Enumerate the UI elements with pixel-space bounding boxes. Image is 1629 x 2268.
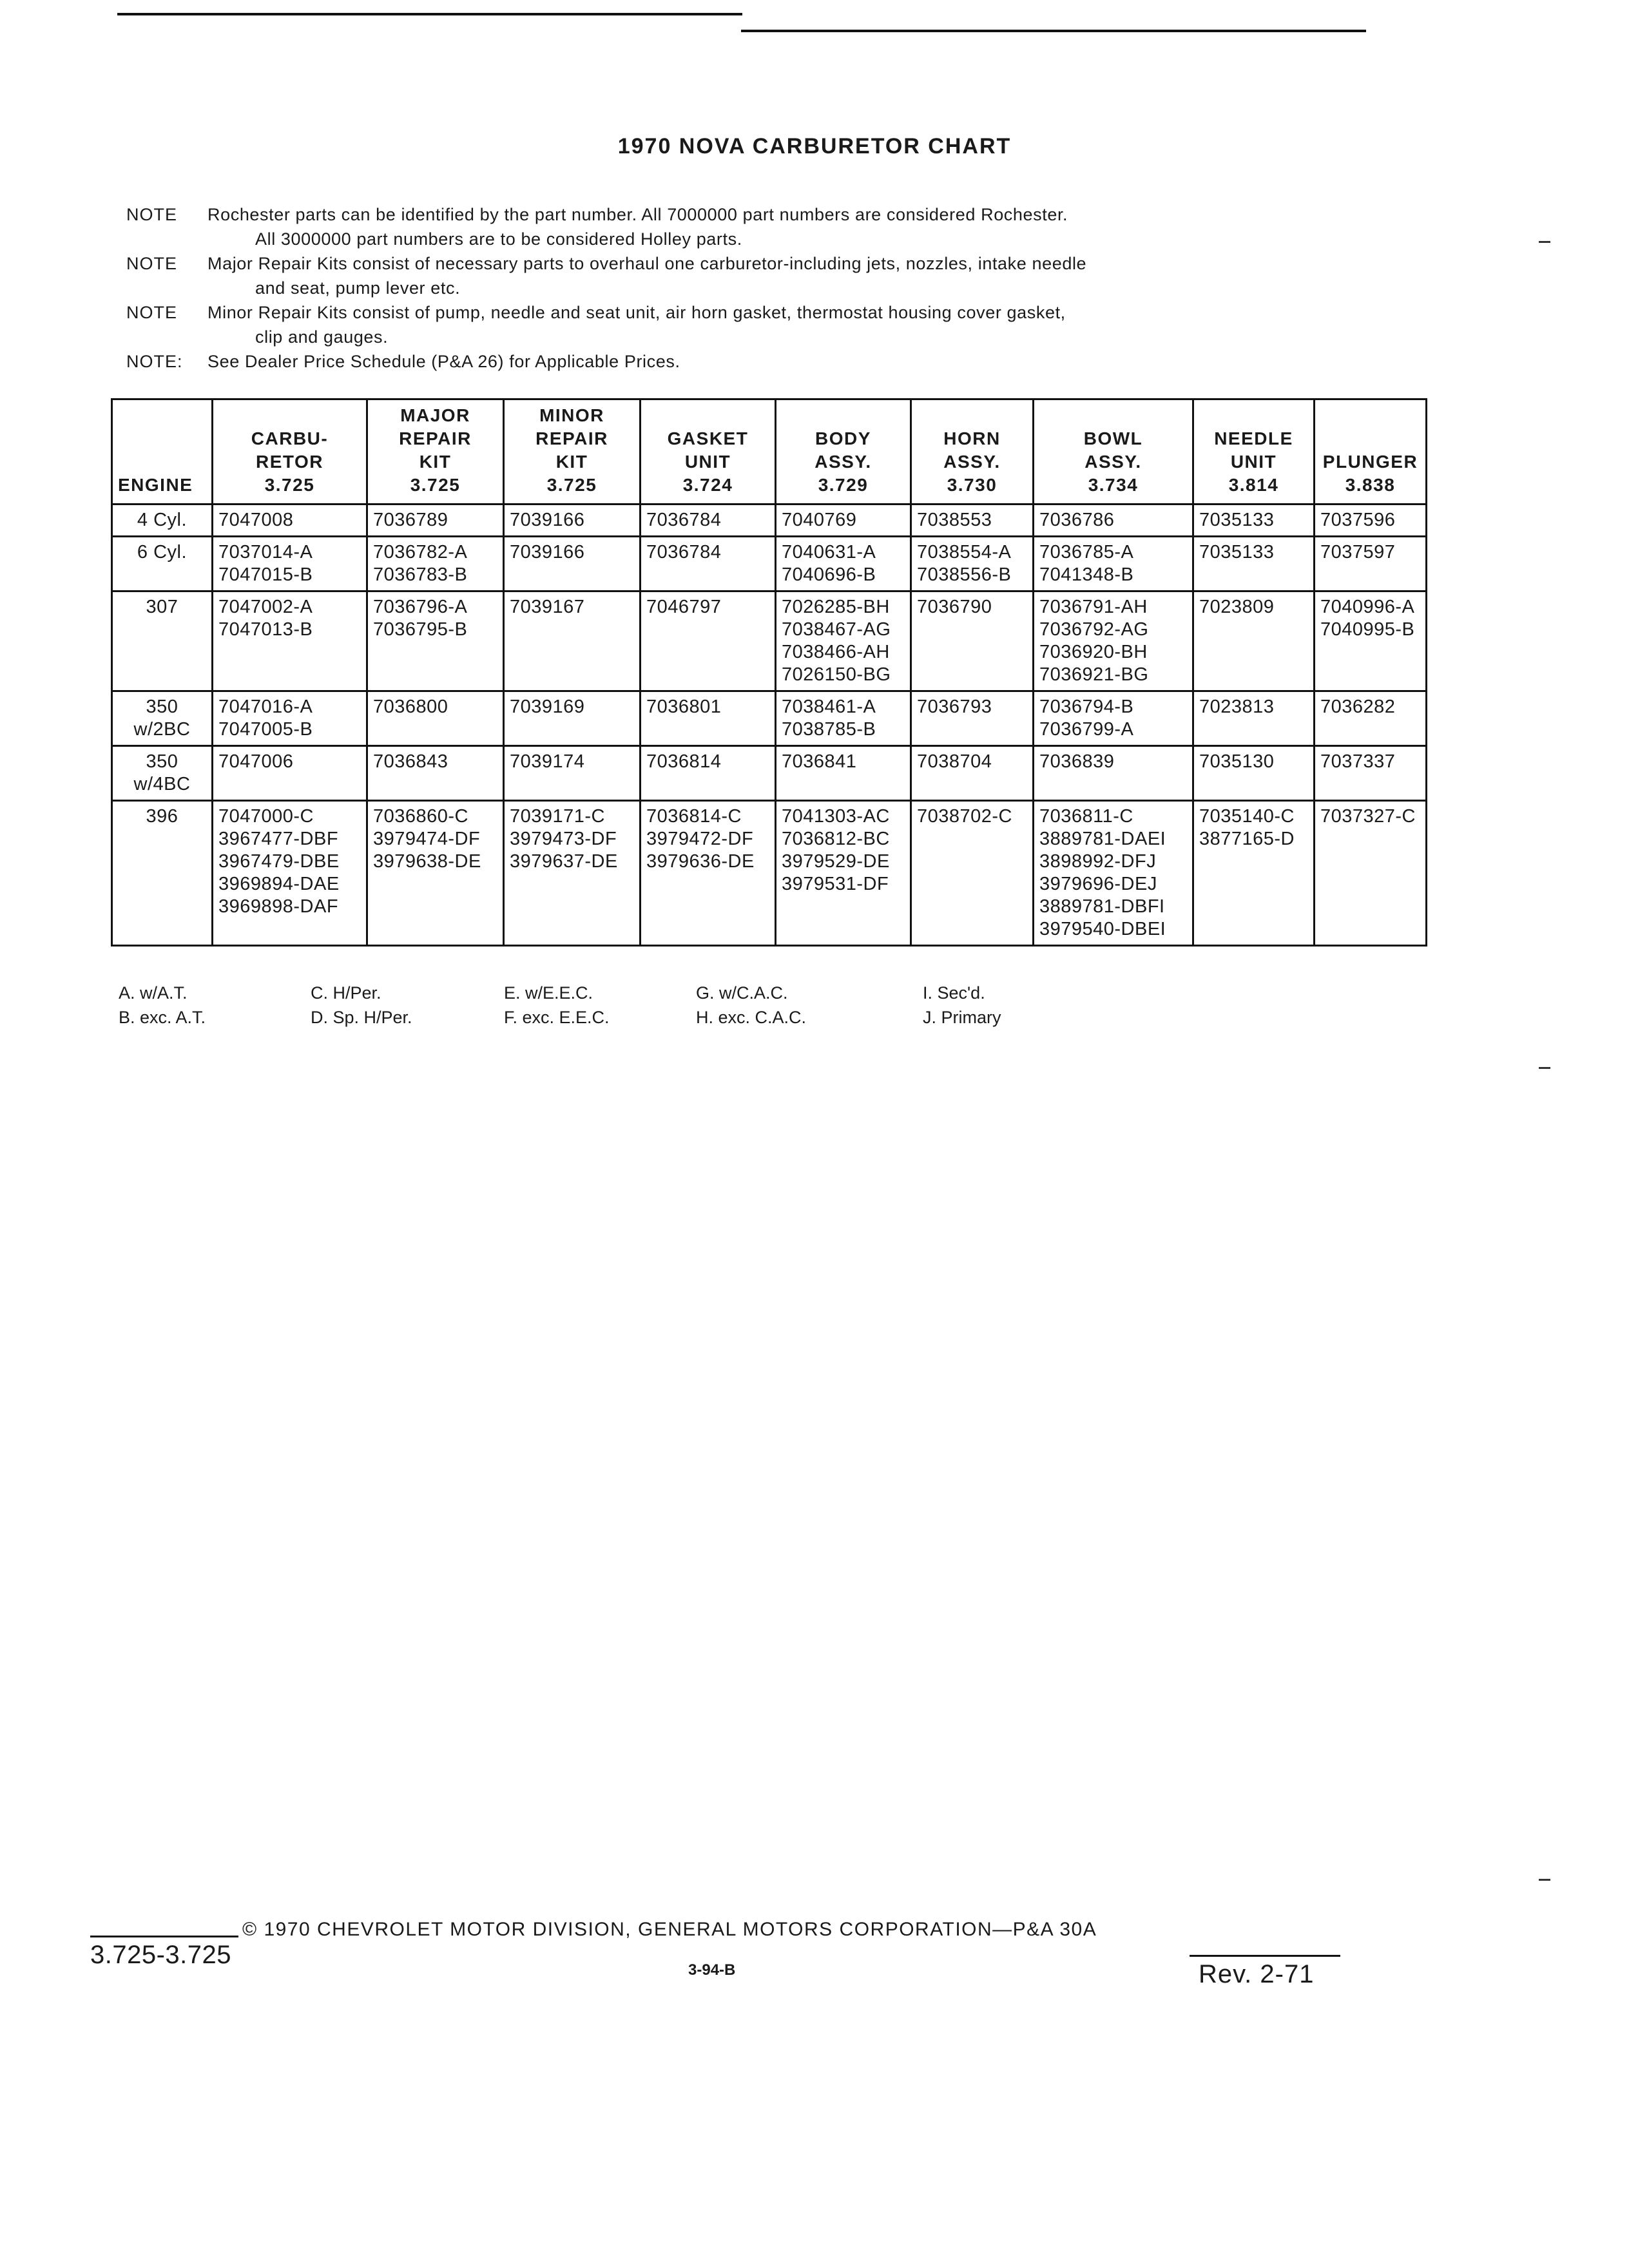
part-number-cell xyxy=(641,746,776,801)
part-number-cell xyxy=(1193,691,1315,746)
part-number-cell xyxy=(776,505,911,537)
part-number: 7037014-A xyxy=(218,542,313,562)
column-header-line: MINOR xyxy=(539,405,604,425)
part-number: 7036921-BG xyxy=(1039,664,1149,685)
part-number: 7036786 xyxy=(1039,510,1115,530)
part-number: 7036814 xyxy=(646,751,722,772)
engine-cell xyxy=(112,691,213,746)
column-header-line: 3.730 xyxy=(947,475,998,495)
part-number: 7040631-A xyxy=(782,542,876,562)
engine-cell xyxy=(112,505,213,537)
part-number: 7039169 xyxy=(510,697,585,717)
part-number: 3979637-DE xyxy=(510,851,618,872)
table-row xyxy=(112,801,1427,946)
part-number: 7041303-AC xyxy=(782,806,890,827)
part-number: 3967479-DBE xyxy=(218,851,340,872)
part-number-cell xyxy=(1034,746,1193,801)
note-text-continued: clip and gauges. xyxy=(255,327,389,347)
part-number: 7035130 xyxy=(1199,751,1275,772)
part-number-cell xyxy=(911,505,1034,537)
part-number-cell xyxy=(1193,746,1315,801)
part-number-cell xyxy=(504,537,641,591)
part-number-cell xyxy=(1034,591,1193,691)
part-number: 7037327-C xyxy=(1320,806,1416,827)
column-header-line: 3.725 xyxy=(546,475,597,495)
column-header-line: BODY xyxy=(815,428,871,448)
column-header xyxy=(213,399,367,505)
part-number-cell xyxy=(641,691,776,746)
part-number-cell xyxy=(911,537,1034,591)
part-number-cell xyxy=(1315,591,1427,691)
part-number-cell xyxy=(1034,691,1193,746)
part-number: 7038461-A xyxy=(782,697,876,717)
part-number: 3979473-DF xyxy=(510,829,617,849)
part-number: 7040696-B xyxy=(782,564,876,585)
part-number-cell xyxy=(504,691,641,746)
column-header-line: ASSY. xyxy=(943,452,1001,472)
part-number-cell xyxy=(776,691,911,746)
part-number-cell xyxy=(1315,691,1427,746)
part-number-cell xyxy=(504,591,641,691)
part-number: 7040996-A xyxy=(1320,597,1415,617)
part-number: 7023813 xyxy=(1199,697,1275,717)
part-number: 7039167 xyxy=(510,597,585,617)
part-number-cell xyxy=(504,746,641,801)
column-header xyxy=(367,399,504,505)
part-number-cell xyxy=(641,591,776,691)
part-number-cell xyxy=(1193,591,1315,691)
footer-revision: Rev. 2-71 xyxy=(1199,1960,1315,1988)
part-number: 3979474-DF xyxy=(373,829,481,849)
column-header-line: KIT xyxy=(419,452,452,472)
part-number-cell xyxy=(1315,801,1427,946)
part-number-cell xyxy=(504,505,641,537)
legend-item: F. exc. E.E.C. xyxy=(504,1008,610,1027)
part-number: 7038702-C xyxy=(917,806,1012,827)
note-label: NOTE: xyxy=(126,352,183,371)
part-number-cell xyxy=(367,505,504,537)
part-number-cell xyxy=(367,591,504,691)
part-number: 350 xyxy=(146,697,178,717)
column-header-line: UNIT xyxy=(1230,452,1277,472)
part-number: 7037597 xyxy=(1320,542,1396,562)
legend-item: C. H/Per. xyxy=(311,983,381,1003)
part-number: 7039166 xyxy=(510,542,585,562)
part-number-cell xyxy=(1315,746,1427,801)
part-number-cell xyxy=(1193,537,1315,591)
part-number: 3967477-DBF xyxy=(218,829,339,849)
engine-cell xyxy=(112,746,213,801)
part-number-cell xyxy=(213,591,367,691)
part-number: 7040769 xyxy=(782,510,857,530)
part-number: 350 xyxy=(146,751,178,772)
part-number: 307 xyxy=(146,597,178,617)
column-header xyxy=(112,399,213,505)
part-number: 7036811-C xyxy=(1039,806,1133,827)
legend-row xyxy=(119,981,1085,1005)
part-number-cell xyxy=(1315,537,1427,591)
part-number: 7036794-B xyxy=(1039,697,1134,717)
part-number: 3969894-DAE xyxy=(218,874,340,894)
column-header-line: ASSY. xyxy=(815,452,872,472)
footer-rule-left xyxy=(90,1936,238,1937)
note-label: NOTE xyxy=(126,303,178,322)
part-number-cell xyxy=(911,691,1034,746)
legend-item: B. exc. A.T. xyxy=(119,1008,206,1027)
part-number-cell xyxy=(776,746,911,801)
part-number: 7036799-A xyxy=(1039,719,1134,740)
part-number: 7035133 xyxy=(1199,510,1275,530)
part-number: 7037337 xyxy=(1320,751,1396,772)
part-number: 7038554-A xyxy=(917,542,1012,562)
part-number-cell xyxy=(367,691,504,746)
part-number: 7036801 xyxy=(646,697,722,717)
part-number: 7036920-BH xyxy=(1039,642,1148,662)
table-row xyxy=(112,505,1427,537)
part-number: 7047005-B xyxy=(218,719,313,740)
part-number-cell xyxy=(1315,505,1427,537)
part-number-cell xyxy=(641,801,776,946)
column-header xyxy=(776,399,911,505)
legend xyxy=(119,981,1085,1030)
part-number: 7036795-B xyxy=(373,619,468,640)
part-number: 7036789 xyxy=(373,510,448,530)
margin-mark xyxy=(1539,241,1550,243)
part-number: 7023809 xyxy=(1199,597,1275,617)
table-row xyxy=(112,537,1427,591)
part-number: 7047013-B xyxy=(218,619,313,640)
part-number: 7038466-AH xyxy=(782,642,890,662)
part-number-cell xyxy=(776,537,911,591)
part-number-cell xyxy=(641,505,776,537)
part-number-cell xyxy=(641,537,776,591)
part-number-cell xyxy=(776,801,911,946)
note-item xyxy=(126,300,1306,325)
note-text: Rochester parts can be identified by the part number. All 7000000 part numbers are considered Rochester. xyxy=(207,205,1068,224)
legend-item: J. Primary xyxy=(923,1008,1001,1027)
part-number: 7036792-AG xyxy=(1039,619,1149,640)
part-number-cell xyxy=(911,746,1034,801)
engine-cell xyxy=(112,537,213,591)
part-number: 7041348-B xyxy=(1039,564,1134,585)
part-number: 3979531-DF xyxy=(782,874,889,894)
engine-cell xyxy=(112,801,213,946)
margin-mark xyxy=(1539,1067,1550,1069)
part-number: 7039171-C xyxy=(510,806,605,827)
column-header-line: 3.814 xyxy=(1228,475,1279,495)
column-header-line: REPAIR xyxy=(399,428,472,448)
note-label: NOTE xyxy=(126,205,178,224)
part-number: 7036791-AH xyxy=(1039,597,1148,617)
note-label: NOTE xyxy=(126,254,178,273)
part-number-cell xyxy=(911,801,1034,946)
part-number: 3877165-D xyxy=(1199,829,1295,849)
part-number: w/4BC xyxy=(133,774,191,794)
part-number: 7038556-B xyxy=(917,564,1012,585)
part-number: 3979636-DE xyxy=(646,851,755,872)
column-header-line: RETOR xyxy=(256,452,323,472)
part-number: 7035140-C xyxy=(1199,806,1295,827)
table-row xyxy=(112,591,1427,691)
part-number-cell xyxy=(367,537,504,591)
part-number: 3969898-DAF xyxy=(218,896,339,917)
column-header-line: GASKET xyxy=(667,428,749,448)
column-header xyxy=(1193,399,1315,505)
column-header xyxy=(504,399,641,505)
column-header-line: 3.725 xyxy=(410,475,461,495)
part-number: 6 Cyl. xyxy=(137,542,188,562)
part-number-cell xyxy=(213,801,367,946)
part-number: 7036800 xyxy=(373,697,448,717)
column-header-line: 3.729 xyxy=(818,475,869,495)
page-title: 1970 NOVA CARBURETOR CHART xyxy=(617,134,1012,159)
part-number: 7026150-BG xyxy=(782,664,891,685)
part-number: 7046797 xyxy=(646,597,722,617)
engine-cell xyxy=(112,591,213,691)
column-header-line: PLUNGER xyxy=(1322,452,1418,472)
part-number: 3979529-DE xyxy=(782,851,890,872)
part-number: 7036843 xyxy=(373,751,448,772)
part-number: 7036784 xyxy=(646,510,722,530)
legend-item: H. exc. C.A.C. xyxy=(696,1008,807,1027)
part-number: 7047015-B xyxy=(218,564,313,585)
column-header-line: 3.838 xyxy=(1345,475,1396,495)
column-header-line: 3.734 xyxy=(1088,475,1139,495)
part-number: 396 xyxy=(146,806,178,827)
part-number: 7039174 xyxy=(510,751,585,772)
part-number: 7038785-B xyxy=(782,719,876,740)
part-number-cell xyxy=(1034,505,1193,537)
column-header-line: HORN xyxy=(943,428,1001,448)
column-header-line: ENGINE xyxy=(118,475,193,495)
part-number: 3889781-DBFI xyxy=(1039,896,1165,917)
part-number: 7038553 xyxy=(917,510,992,530)
column-header-line: MAJOR xyxy=(400,405,470,425)
margin-mark xyxy=(1539,1879,1550,1881)
legend-item: E. w/E.E.C. xyxy=(504,983,593,1003)
column-header-line: BOWL xyxy=(1083,428,1143,448)
part-number: 7039166 xyxy=(510,510,585,530)
notes-section xyxy=(126,202,1306,374)
part-number: 7036860-C xyxy=(373,806,468,827)
legend-item: G. w/C.A.C. xyxy=(696,983,788,1003)
part-number: 7040995-B xyxy=(1320,619,1415,640)
legend-row xyxy=(119,1005,1085,1030)
part-number-cell xyxy=(213,505,367,537)
part-number-cell xyxy=(213,746,367,801)
part-number: 7047000-C xyxy=(218,806,314,827)
part-number: 7036790 xyxy=(917,597,992,617)
note-text-continued: All 3000000 part numbers are to be considered Holley parts. xyxy=(255,229,742,249)
footer-page-number: 3-94-B xyxy=(688,1961,736,1979)
table-row xyxy=(112,691,1427,746)
part-number: 7036793 xyxy=(917,697,992,717)
part-number: 7036784 xyxy=(646,542,722,562)
part-number-cell xyxy=(776,591,911,691)
carburetor-table-wrapper xyxy=(111,398,1425,947)
part-number-cell xyxy=(213,537,367,591)
part-number: 7036783-B xyxy=(373,564,468,585)
part-number-cell xyxy=(367,746,504,801)
part-number: 7026285-BH xyxy=(782,597,890,617)
column-header-line: UNIT xyxy=(684,452,731,472)
part-number: 7036282 xyxy=(1320,697,1396,717)
part-number: 7038467-AG xyxy=(782,619,891,640)
column-header-line: REPAIR xyxy=(535,428,608,448)
note-text-continued: and seat, pump lever etc. xyxy=(255,278,461,298)
part-number: 4 Cyl. xyxy=(137,510,188,530)
part-number: 3898992-DFJ xyxy=(1039,851,1157,872)
part-number: 3979696-DEJ xyxy=(1039,874,1157,894)
footer-copyright: © 1970 CHEVROLET MOTOR DIVISION, GENERAL MOTORS CORPORATION—P&A 30A xyxy=(242,1919,1097,1940)
column-header xyxy=(911,399,1034,505)
part-number: 7036785-A xyxy=(1039,542,1134,562)
note-text: Major Repair Kits consist of necessary parts to overhaul one carburetor-including jets, nozzles, intake needle xyxy=(207,254,1087,273)
part-number: 7035133 xyxy=(1199,542,1275,562)
top-rule-right xyxy=(741,30,1366,32)
note-item xyxy=(126,349,1306,374)
legend-item: I. Sec'd. xyxy=(923,983,985,1003)
part-number: 7037596 xyxy=(1320,510,1396,530)
part-number: 7047016-A xyxy=(218,697,313,717)
part-number: 7036796-A xyxy=(373,597,468,617)
top-rule xyxy=(117,13,742,15)
part-number: 7038704 xyxy=(917,751,992,772)
note-item xyxy=(126,251,1306,276)
column-header-line: KIT xyxy=(555,452,588,472)
part-number-cell xyxy=(1193,505,1315,537)
part-number: 7047002-A xyxy=(218,597,313,617)
part-number-cell xyxy=(213,691,367,746)
part-number-cell xyxy=(504,801,641,946)
column-header xyxy=(641,399,776,505)
footer-section-number: 3.725-3.725 xyxy=(90,1941,232,1969)
column-header-line: 3.725 xyxy=(264,475,315,495)
part-number: 7036839 xyxy=(1039,751,1115,772)
column-header-line: CARBU- xyxy=(251,428,329,448)
part-number-cell xyxy=(1193,801,1315,946)
part-number: w/2BC xyxy=(133,719,191,740)
part-number: 7047008 xyxy=(218,510,294,530)
table-header-row xyxy=(112,399,1427,505)
carburetor-table xyxy=(111,398,1427,947)
part-number: 7036782-A xyxy=(373,542,468,562)
part-number: 3979540-DBEI xyxy=(1039,919,1166,939)
column-header xyxy=(1315,399,1427,505)
column-header-line: ASSY. xyxy=(1084,452,1142,472)
part-number: 7036841 xyxy=(782,751,857,772)
part-number-cell xyxy=(1034,801,1193,946)
table-row xyxy=(112,746,1427,801)
part-number: 7047006 xyxy=(218,751,294,772)
note-text: See Dealer Price Schedule (P&A 26) for Applicable Prices. xyxy=(207,352,680,371)
part-number: 7036812-BC xyxy=(782,829,890,849)
part-number: 3889781-DAEI xyxy=(1039,829,1166,849)
column-header-line: 3.724 xyxy=(682,475,733,495)
note-item xyxy=(126,202,1306,227)
part-number-cell xyxy=(911,591,1034,691)
part-number-cell xyxy=(367,801,504,946)
legend-item: D. Sp. H/Per. xyxy=(311,1008,412,1027)
part-number: 3979472-DF xyxy=(646,829,754,849)
note-text: Minor Repair Kits consist of pump, needle and seat unit, air horn gasket, thermostat housing cover gasket, xyxy=(207,303,1066,322)
footer-rule-right xyxy=(1190,1955,1340,1957)
column-header xyxy=(1034,399,1193,505)
part-number-cell xyxy=(1034,537,1193,591)
part-number: 7036814-C xyxy=(646,806,742,827)
column-header-line: NEEDLE xyxy=(1214,428,1293,448)
legend-item: A. w/A.T. xyxy=(119,983,188,1003)
part-number: 3979638-DE xyxy=(373,851,481,872)
